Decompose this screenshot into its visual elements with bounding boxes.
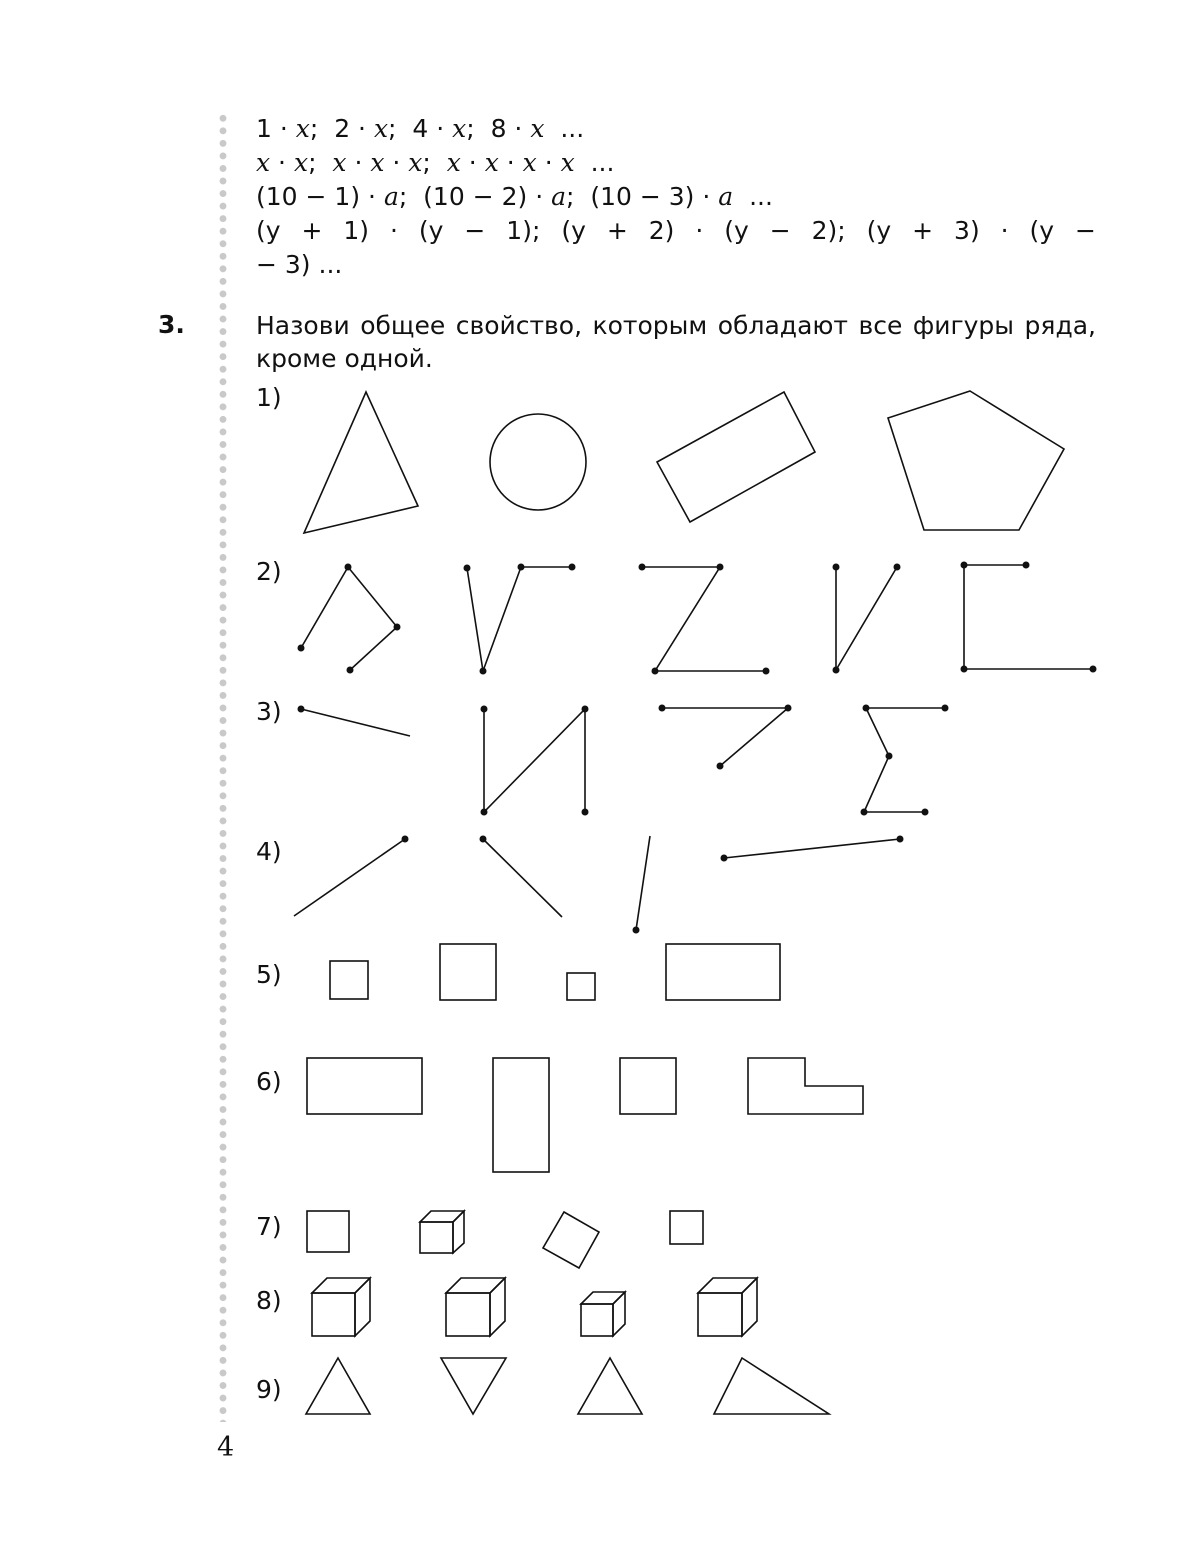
broken-line-1 <box>298 564 401 674</box>
row-3-figures <box>298 705 949 816</box>
cube-1 <box>312 1278 370 1336</box>
row-label-1: 1) <box>256 383 282 412</box>
square-figure <box>620 1058 676 1114</box>
row-1-figures <box>304 391 1064 533</box>
ray-figure <box>298 706 411 737</box>
row-label-5: 5) <box>256 960 282 989</box>
ray-1 <box>294 836 409 917</box>
triangle-up <box>306 1358 370 1414</box>
sequence-line-2: x · x; x · x · x; x · x · x · x ... <box>256 148 615 177</box>
square-medium <box>330 961 368 999</box>
square-small-flat <box>670 1211 703 1244</box>
page-number: 4 <box>217 1432 235 1463</box>
triangle-figure <box>304 392 418 533</box>
sequence-line-1: 1 · x; 2 · x; 4 · x; 8 · x ... <box>256 114 585 143</box>
cube-4 <box>698 1278 757 1336</box>
sequence-line-5: − 3) ... <box>256 250 343 279</box>
row-5-figures <box>330 944 780 1000</box>
segment-figure <box>721 836 904 862</box>
triangle-obtuse <box>714 1358 829 1414</box>
row-label-8: 8) <box>256 1286 282 1315</box>
rectangle-horizontal <box>307 1058 422 1114</box>
square-small <box>567 973 595 1000</box>
row-9-figures <box>306 1358 829 1414</box>
l-shape-figure <box>748 1058 863 1114</box>
broken-line-seven <box>659 705 792 770</box>
triangle-down <box>441 1358 506 1414</box>
small-cube <box>420 1211 464 1253</box>
row-6-figures <box>307 1058 863 1172</box>
broken-line-n <box>481 706 589 816</box>
task-number: 3. <box>158 310 185 339</box>
broken-line-4 <box>833 564 901 674</box>
rectangle-figure <box>657 392 815 522</box>
broken-line-2 <box>464 564 576 675</box>
row-label-6: 6) <box>256 1067 282 1096</box>
row-4-figures <box>294 836 904 934</box>
ray-2 <box>480 836 563 918</box>
pentagon-figure <box>888 391 1064 530</box>
row-label-3: 3) <box>256 697 282 726</box>
broken-line-5 <box>961 562 1097 673</box>
broken-line-sigma <box>861 705 949 816</box>
cube-2 <box>446 1278 505 1336</box>
row-label-2: 2) <box>256 557 282 586</box>
square-flat <box>307 1211 349 1252</box>
row-8-figures <box>312 1278 757 1336</box>
triangle-up-small <box>578 1358 642 1414</box>
row-label-9: 9) <box>256 1375 282 1404</box>
rectangle-vertical <box>493 1058 549 1172</box>
rotated-square <box>543 1212 599 1268</box>
rectangle-wide <box>666 944 780 1000</box>
sequence-line-3: (10 − 1) · a; (10 − 2) · a; (10 − 3) · a ... <box>256 182 773 211</box>
row-2-figures <box>298 562 1097 675</box>
circle-figure <box>490 414 586 510</box>
ray-3 <box>633 836 651 934</box>
square-large <box>440 944 496 1000</box>
sequence-line-4: (y + 1) · (y − 1); (y + 2) · (y − 2); (y + 3) · (y − <box>256 216 1096 245</box>
cube-3-small <box>581 1292 625 1336</box>
row-label-7: 7) <box>256 1212 282 1241</box>
broken-line-3 <box>639 564 770 675</box>
row-7-figures <box>307 1211 703 1268</box>
task-text: Назови общее свойство, которым обладают все фигуры ряда, кроме одной. <box>256 311 1096 373</box>
row-label-4: 4) <box>256 837 282 866</box>
